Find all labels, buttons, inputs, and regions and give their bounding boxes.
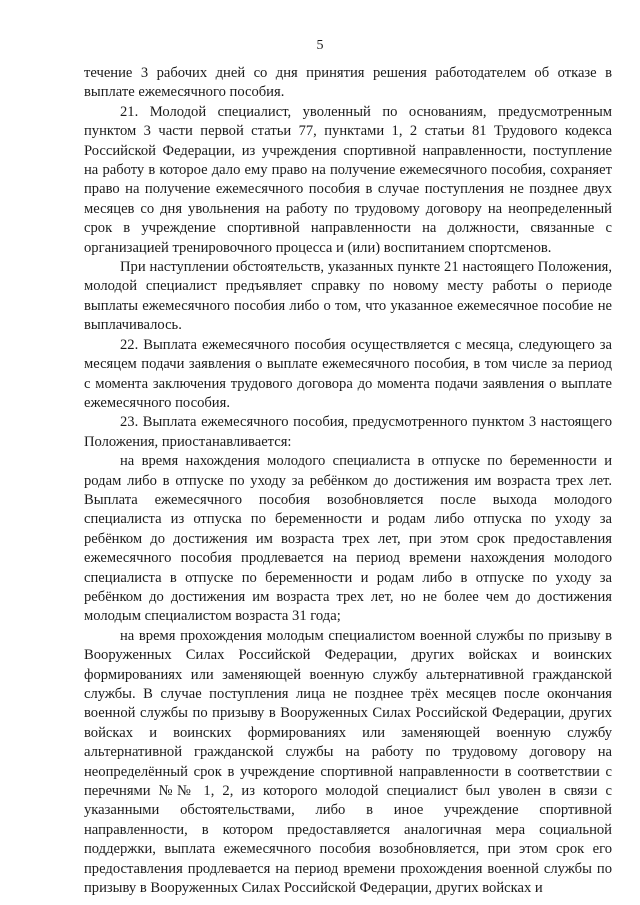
paragraph-21-circumstances: При наступлении обстоятельств, указанных пункте 21 настоящего Положения, молодой специалист предъявляет справку по новому месту работы о периоде выплаты ежемесячного пособия либо о том, что указанное ежемесячное пособие не выплачивалось. bbox=[84, 259, 612, 334]
paragraph-23-military-service: на время прохождения молодым специалистом военной службы по призыву в Вооруженных Силах Российской Федерации, других войсках и воинских формированиях или заменяющей военную службу альтернативной гражданской службы. В случае поступления лица не позднее трёх месяцев после окончания военной службы по призыву в Вооруженных Силах Российской Федерации, других войсках и воинских формированиях или заменяющей военную службу альтернативной гражданской службы на работу по трудовому договору на неопределённый срок в учреждение спортивной направленности в соответствии с перечнями №№ 1, 2, из которого молодой специалист был уволен в связи с указанными обстоятельствами, либо в иное учреждение спортивной направленности, в котором предоставляется аналогичная мера социальной поддержки, выплата ежемесячного пособия возобновляется, при этом срок его предоставления продлевается на период времени прохождения военной службы по призыву в Вооруженных Силах Российской Федерации, других войсках и bbox=[84, 627, 612, 897]
document-body bbox=[84, 64, 612, 898]
paragraph-21: 21. Молодой специалист, уволенный по основаниям, предусмотренным пунктом 3 части первой статьи 77, пунктами 1, 2 статьи 81 Трудового кодекса Российской Федерации, из учреждения спортивной направленности, поступление на работу в которое дало ему право на получение ежемесячного пособия, сохраняет право на получение ежемесячного пособия в случае поступления не позднее двух месяцев со дня увольнения на работу по трудовому договору на неопределенный срок в учреждение спортивной направленности на должности, связанные с организацией тренировочного процесса и (или) воспитанием спортсменов. bbox=[84, 103, 612, 256]
paragraph-23-maternity-leave: на время нахождения молодого специалиста в отпуске по беременности и родам либо в отпуске по уходу за ребёнком до достижения им возраста трех лет. Выплата ежемесячного пособия возобновляется после выхода молодого специалиста из отпуска по беременности и родам либо отпуска по уходу за ребёнком до достижения им возраста трех лет, при этом срок предоставления ежемесячного пособия продлевается на период времени нахождения молодого специалиста в отпуске по беременности и родам либо в отпуске по уходу за ребёнком до достижения им возраста трех лет, но не более чем до достижения молодым специалистом возраста 31 года; bbox=[84, 453, 612, 625]
paragraph-continuation: течение 3 рабочих дней со дня принятия решения работодателем об отказе в выплате ежемесячного пособия. bbox=[84, 65, 612, 101]
paragraph-22: 22. Выплата ежемесячного пособия осуществляется с месяца, следующего за месяцем подачи заявления о выплате ежемесячного пособия, в том числе за период с момента заключения трудового договора до момента подачи заявления о выплате ежемесячного пособия. bbox=[84, 336, 612, 411]
page-number: 5 bbox=[316, 38, 324, 53]
paragraph-23: 23. Выплата ежемесячного пособия, предусмотренного пунктом 3 настоящего Положения, приостанавливается: bbox=[84, 414, 612, 450]
